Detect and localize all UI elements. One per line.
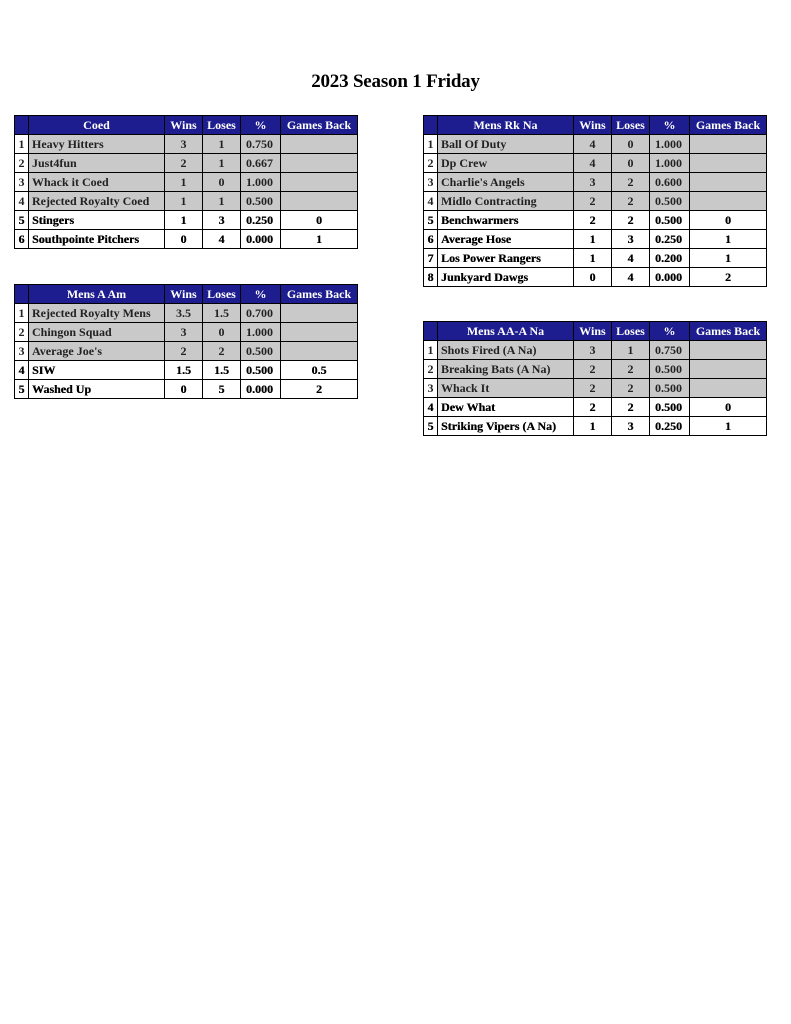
rank-cell: 5	[424, 417, 438, 436]
games-back-header: Games Back	[281, 285, 358, 304]
division-name-header: Mens AA-A Na	[438, 322, 574, 341]
coed-standings-table	[14, 115, 358, 249]
games-back-cell: 1	[690, 230, 767, 249]
wins-cell: 1	[574, 417, 612, 436]
games-back-header: Games Back	[690, 322, 767, 341]
games-back-cell: 0	[690, 211, 767, 230]
team-name-cell: Average Hose	[438, 230, 574, 249]
division-name-header: Mens A Am	[29, 285, 165, 304]
games-back-cell	[281, 154, 358, 173]
pct-cell: 0.500	[650, 192, 690, 211]
rank-cell: 5	[424, 211, 438, 230]
table-row	[424, 360, 767, 379]
games-back-cell: 0	[281, 211, 358, 230]
games-back-header: Games Back	[690, 116, 767, 135]
loses-header: Loses	[612, 322, 650, 341]
pct-cell: 1.000	[241, 173, 281, 192]
pct-cell: 1.000	[650, 135, 690, 154]
pct-cell: 0.250	[650, 230, 690, 249]
games-back-cell	[281, 323, 358, 342]
table-header-row	[424, 322, 767, 341]
team-name-cell: Heavy Hitters	[29, 135, 165, 154]
games-back-cell	[690, 154, 767, 173]
team-name-cell: Ball Of Duty	[438, 135, 574, 154]
table-row	[15, 173, 358, 192]
wins-cell: 4	[574, 135, 612, 154]
loses-cell: 2	[203, 342, 241, 361]
wins-cell: 0	[165, 230, 203, 249]
loses-cell: 0	[203, 173, 241, 192]
team-name-cell: Average Joe's	[29, 342, 165, 361]
games-back-cell	[690, 173, 767, 192]
rank-cell: 4	[424, 192, 438, 211]
table-row	[15, 323, 358, 342]
table-header-row	[424, 116, 767, 135]
wins-cell: 3	[574, 173, 612, 192]
team-name-cell: Breaking Bats (A Na)	[438, 360, 574, 379]
rank-cell: 8	[424, 268, 438, 287]
pct-header: %	[241, 285, 281, 304]
games-back-header: Games Back	[281, 116, 358, 135]
rank-cell: 1	[15, 135, 29, 154]
loses-cell: 0	[612, 154, 650, 173]
rank-cell: 3	[15, 342, 29, 361]
team-name-cell: Just4fun	[29, 154, 165, 173]
pct-cell: 0.700	[241, 304, 281, 323]
team-name-cell: Dew What	[438, 398, 574, 417]
wins-cell: 1	[165, 173, 203, 192]
wins-cell: 3	[574, 341, 612, 360]
pct-cell: 0.500	[650, 360, 690, 379]
loses-cell: 0	[612, 135, 650, 154]
pct-cell: 0.250	[241, 211, 281, 230]
wins-cell: 0	[165, 380, 203, 399]
games-back-cell	[281, 173, 358, 192]
loses-cell: 4	[612, 249, 650, 268]
table-row	[15, 380, 358, 399]
loses-header: Loses	[203, 116, 241, 135]
pct-cell: 0.000	[241, 230, 281, 249]
pct-cell: 0.500	[241, 192, 281, 211]
table-row	[424, 417, 767, 436]
wins-header: Wins	[574, 116, 612, 135]
pct-cell: 0.750	[241, 135, 281, 154]
page-title: 2023 Season 1 Friday	[311, 71, 480, 92]
rank-cell: 7	[424, 249, 438, 268]
pct-cell: 0.500	[650, 211, 690, 230]
table-row	[424, 135, 767, 154]
loses-cell: 1.5	[203, 304, 241, 323]
rank-cell: 1	[15, 304, 29, 323]
wins-cell: 2	[574, 360, 612, 379]
wins-cell: 1	[165, 192, 203, 211]
wins-cell: 2	[574, 192, 612, 211]
games-back-cell	[281, 135, 358, 154]
rank-cell: 3	[15, 173, 29, 192]
loses-cell: 2	[612, 379, 650, 398]
loses-cell: 1	[203, 192, 241, 211]
table-row	[424, 341, 767, 360]
pct-cell: 0.500	[650, 398, 690, 417]
loses-cell: 2	[612, 211, 650, 230]
rank-header	[424, 322, 438, 341]
rank-cell: 6	[15, 230, 29, 249]
pct-cell: 0.667	[241, 154, 281, 173]
team-name-cell: Charlie's Angels	[438, 173, 574, 192]
team-name-cell: Midlo Contracting	[438, 192, 574, 211]
team-name-cell: Rejected Royalty Mens	[29, 304, 165, 323]
table-row	[424, 249, 767, 268]
pct-header: %	[650, 322, 690, 341]
mens-aa-a-na-standings-table	[423, 321, 767, 436]
pct-cell: 0.000	[650, 268, 690, 287]
loses-header: Loses	[612, 116, 650, 135]
table-row	[15, 192, 358, 211]
wins-cell: 0	[574, 268, 612, 287]
wins-cell: 1	[574, 249, 612, 268]
rank-header	[424, 116, 438, 135]
loses-cell: 0	[203, 323, 241, 342]
rank-header	[15, 285, 29, 304]
table-row	[424, 154, 767, 173]
games-back-cell	[281, 342, 358, 361]
team-name-cell: Shots Fired (A Na)	[438, 341, 574, 360]
games-back-cell	[690, 341, 767, 360]
pct-cell: 0.000	[241, 380, 281, 399]
team-name-cell: Whack it Coed	[29, 173, 165, 192]
team-name-cell: Benchwarmers	[438, 211, 574, 230]
team-name-cell: SIW	[29, 361, 165, 380]
wins-cell: 2	[165, 342, 203, 361]
table-row	[424, 192, 767, 211]
table-row	[15, 304, 358, 323]
wins-cell: 1.5	[165, 361, 203, 380]
rank-cell: 4	[15, 361, 29, 380]
table-row	[15, 230, 358, 249]
pct-cell: 0.500	[241, 342, 281, 361]
table-row	[15, 135, 358, 154]
rank-cell: 1	[424, 135, 438, 154]
wins-header: Wins	[574, 322, 612, 341]
table-row	[15, 361, 358, 380]
table-header-row	[15, 285, 358, 304]
wins-cell: 4	[574, 154, 612, 173]
wins-cell: 1	[574, 230, 612, 249]
rank-cell: 2	[424, 360, 438, 379]
team-name-cell: Junkyard Dawgs	[438, 268, 574, 287]
rank-cell: 5	[15, 211, 29, 230]
table-row	[424, 398, 767, 417]
pct-cell: 0.250	[650, 417, 690, 436]
wins-cell: 3.5	[165, 304, 203, 323]
games-back-cell	[690, 360, 767, 379]
mens-a-am-standings-table	[14, 284, 358, 399]
team-name-cell: Washed Up	[29, 380, 165, 399]
team-name-cell: Southpointe Pitchers	[29, 230, 165, 249]
games-back-cell: 2	[690, 268, 767, 287]
pct-cell: 0.500	[650, 379, 690, 398]
pct-cell: 0.750	[650, 341, 690, 360]
wins-header: Wins	[165, 116, 203, 135]
pct-cell: 1.000	[241, 323, 281, 342]
rank-cell: 2	[424, 154, 438, 173]
table-row	[424, 268, 767, 287]
loses-cell: 2	[612, 398, 650, 417]
games-back-cell	[690, 135, 767, 154]
wins-cell: 2	[574, 211, 612, 230]
loses-cell: 3	[612, 417, 650, 436]
rank-cell: 5	[15, 380, 29, 399]
team-name-cell: Dp Crew	[438, 154, 574, 173]
rank-cell: 3	[424, 379, 438, 398]
loses-cell: 1	[203, 135, 241, 154]
pct-cell: 0.500	[241, 361, 281, 380]
team-name-cell: Stingers	[29, 211, 165, 230]
rank-cell: 2	[15, 323, 29, 342]
games-back-cell	[690, 192, 767, 211]
loses-cell: 3	[203, 211, 241, 230]
games-back-cell: 0	[690, 398, 767, 417]
pct-cell: 0.200	[650, 249, 690, 268]
pct-cell: 0.600	[650, 173, 690, 192]
loses-cell: 2	[612, 360, 650, 379]
games-back-cell	[690, 379, 767, 398]
team-name-cell: Chingon Squad	[29, 323, 165, 342]
rank-cell: 2	[15, 154, 29, 173]
loses-header: Loses	[203, 285, 241, 304]
rank-cell: 3	[424, 173, 438, 192]
table-row	[424, 379, 767, 398]
rank-cell: 6	[424, 230, 438, 249]
games-back-cell	[281, 192, 358, 211]
wins-cell: 2	[165, 154, 203, 173]
table-row	[424, 230, 767, 249]
loses-cell: 4	[612, 268, 650, 287]
wins-cell: 3	[165, 323, 203, 342]
rank-cell: 4	[15, 192, 29, 211]
loses-cell: 2	[612, 173, 650, 192]
rank-cell: 4	[424, 398, 438, 417]
wins-cell: 2	[574, 379, 612, 398]
team-name-cell: Rejected Royalty Coed	[29, 192, 165, 211]
wins-cell: 2	[574, 398, 612, 417]
division-name-header: Mens Rk Na	[438, 116, 574, 135]
rank-header	[15, 116, 29, 135]
games-back-cell: 2	[281, 380, 358, 399]
table-row	[15, 211, 358, 230]
team-name-cell: Whack It	[438, 379, 574, 398]
pct-header: %	[650, 116, 690, 135]
loses-cell: 2	[612, 192, 650, 211]
pct-cell: 1.000	[650, 154, 690, 173]
games-back-cell: 1	[690, 249, 767, 268]
division-name-header: Coed	[29, 116, 165, 135]
pct-header: %	[241, 116, 281, 135]
loses-cell: 1	[612, 341, 650, 360]
table-row	[15, 154, 358, 173]
games-back-cell: 0.5	[281, 361, 358, 380]
table-row	[424, 211, 767, 230]
wins-cell: 3	[165, 135, 203, 154]
wins-header: Wins	[165, 285, 203, 304]
loses-cell: 4	[203, 230, 241, 249]
games-back-cell: 1	[690, 417, 767, 436]
wins-cell: 1	[165, 211, 203, 230]
games-back-cell	[281, 304, 358, 323]
team-name-cell: Striking Vipers (A Na)	[438, 417, 574, 436]
rank-cell: 1	[424, 341, 438, 360]
loses-cell: 3	[612, 230, 650, 249]
table-row	[15, 342, 358, 361]
loses-cell: 1.5	[203, 361, 241, 380]
loses-cell: 1	[203, 154, 241, 173]
table-row	[424, 173, 767, 192]
table-header-row	[15, 116, 358, 135]
team-name-cell: Los Power Rangers	[438, 249, 574, 268]
mens-rk-na-standings-table	[423, 115, 767, 287]
loses-cell: 5	[203, 380, 241, 399]
games-back-cell: 1	[281, 230, 358, 249]
